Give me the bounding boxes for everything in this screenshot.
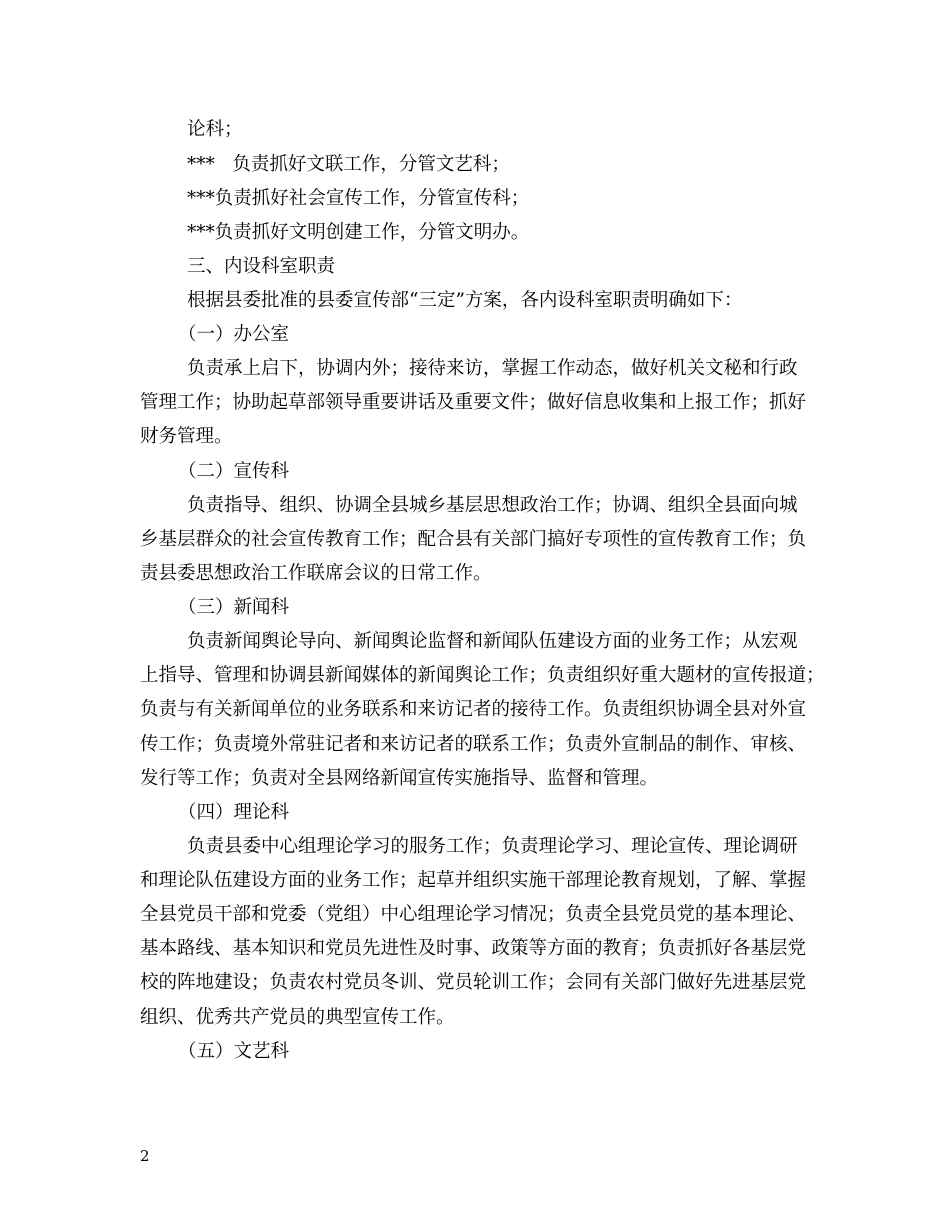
subsection-heading: （一）办公室 [178, 324, 290, 345]
text-line: 负责与有关新闻单位的业务联系和来访记者的接待工作。负责组织协调全县对外宣 [140, 699, 807, 720]
text-line: ***负责抓好社会宣传工作，分管宣传科； [187, 188, 530, 209]
subsection-heading: （四）理论科 [178, 802, 290, 823]
text-line: 负责新闻舆论导向、新闻舆论监督和新闻队伍建设方面的业务工作；从宏观 [187, 631, 798, 652]
text-line: 组织、优秀共产党员的典型宣传工作。 [140, 1007, 455, 1028]
text-line: 根据县委批准的县委宣传部“三定”方案，各内设科室职责明确如下： [187, 290, 743, 311]
text-line: 校的阵地建设；负责农村党员冬训、党员轮训工作；会同有关部门做好先进基层党 [140, 972, 807, 993]
text-line: 负责承上启下，协调内外；接待来访，掌握工作动态，做好机关文秘和行政 [187, 358, 798, 379]
text-line: 负责指导、组织、协调全县城乡基层思想政治工作；协调、组织全县面向城 [187, 495, 798, 516]
subsection-heading: （二）宣传科 [178, 461, 290, 482]
page-number: 2 [140, 1147, 150, 1165]
text-line: 全县党员干部和党委（党组）中心组理论学习情况；负责全县党员党的基本理论、 [140, 904, 807, 925]
text-line: 负责县委中心组理论学习的服务工作；负责理论学习、理论宣传、理论调研 [187, 836, 798, 857]
text-line: 乡基层群众的社会宣传教育工作；配合县有关部门搞好专项性的宣传教育工作；负 [140, 529, 807, 550]
text-line: ***负责抓好文明创建工作，分管文明办。 [187, 222, 530, 243]
text-line: 基本路线、基本知识和党员先进性及时事、政策等方面的教育；负责抓好各基层党 [140, 938, 807, 959]
text-line: 论科； [187, 119, 243, 140]
text-line: *** 负责抓好文联工作，分管文艺科； [187, 154, 510, 175]
text-line: 管理工作；协助起草部领导重要讲话及重要文件；做好信息收集和上报工作；抓好 [140, 392, 807, 413]
section-heading: 三、内设科室职责 [187, 256, 336, 277]
subsection-heading: （三）新闻科 [178, 597, 290, 618]
text-line: 责县委思想政治工作联席会议的日常工作。 [140, 563, 492, 584]
text-line: 财务管理。 [140, 426, 233, 447]
text-line: 和理论队伍建设方面的业务工作；起草并组织实施干部理论教育规划，了解、掌握 [140, 870, 807, 891]
text-line: 上指导、管理和协调县新闻媒体的新闻舆论工作；负责组织好重大题材的宣传报道； [140, 665, 825, 686]
text-line: 发行等工作；负责对全县网络新闻宣传实施指导、监督和管理。 [140, 768, 659, 789]
text-line: 传工作；负责境外常驻记者和来访记者的联系工作；负责外宣制品的制作、审核、 [140, 734, 807, 755]
subsection-heading: （五）文艺科 [178, 1041, 290, 1062]
